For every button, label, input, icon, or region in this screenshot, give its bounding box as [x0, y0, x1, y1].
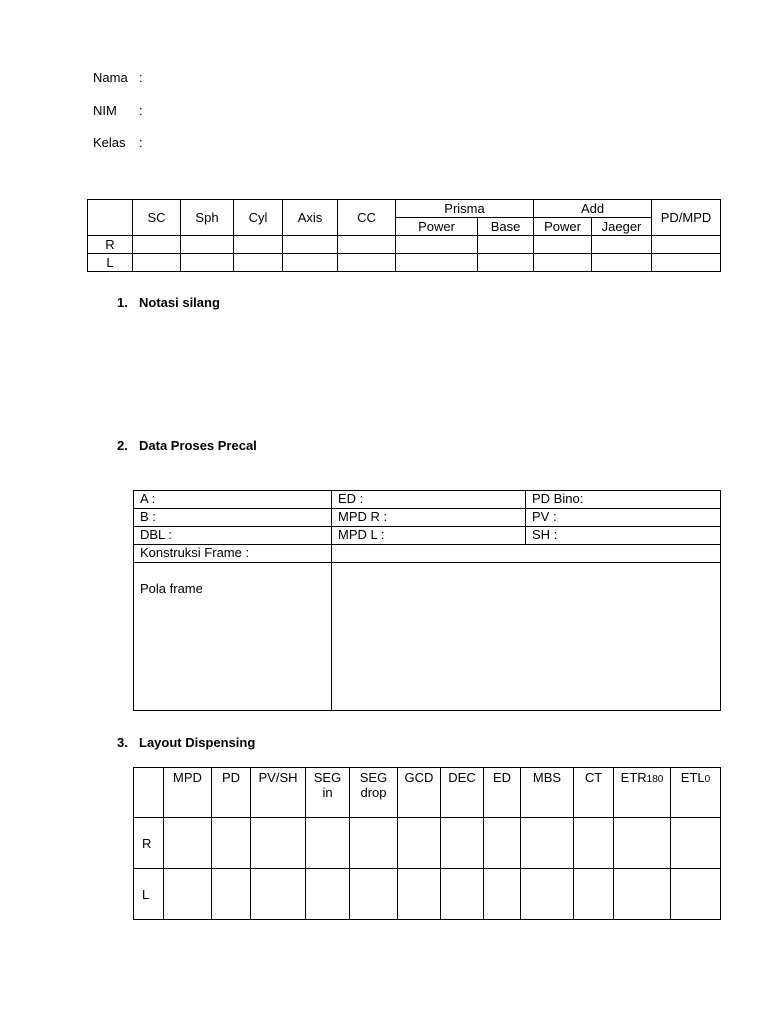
rx-header-blank: [88, 200, 133, 236]
layout-cell[interactable]: [484, 869, 521, 920]
rx-cell[interactable]: [133, 254, 181, 272]
rx-cell[interactable]: [234, 254, 283, 272]
layout-cell[interactable]: [306, 818, 350, 869]
layout-cell[interactable]: [398, 818, 441, 869]
layout-col-seg-in: [306, 768, 350, 818]
layout-row-r: [134, 818, 721, 869]
layout-header-blank: [134, 768, 164, 818]
section-2-title: Data Proses Precal: [139, 438, 257, 453]
rx-cell[interactable]: [592, 236, 652, 254]
rx-row-r-label: R: [88, 236, 133, 254]
layout-cell[interactable]: [671, 869, 721, 920]
section-3-number: 3.: [117, 735, 128, 750]
precal-konstruksi-frame[interactable]: Konstruksi Frame :: [134, 545, 332, 563]
rx-col-sc: SC: [133, 200, 181, 236]
prescription-table: [87, 199, 721, 272]
rx-cell[interactable]: [181, 254, 234, 272]
layout-cell[interactable]: [521, 869, 574, 920]
layout-cell[interactable]: [441, 818, 484, 869]
layout-col-mbs: MBS: [521, 768, 574, 818]
layout-cell[interactable]: [306, 869, 350, 920]
seg-in-line2: in: [322, 785, 333, 800]
section-1-number: 1.: [117, 295, 128, 310]
precal-ed[interactable]: ED :: [332, 491, 526, 509]
layout-cell[interactable]: [212, 869, 251, 920]
nim-colon: :: [139, 103, 143, 118]
rx-row-l: [88, 254, 721, 272]
rx-col-add: Add: [534, 200, 652, 218]
rx-cell[interactable]: [534, 236, 592, 254]
rx-cell[interactable]: [478, 254, 534, 272]
rx-cell[interactable]: [338, 254, 396, 272]
rx-cell[interactable]: [534, 254, 592, 272]
kelas-label: Kelas: [93, 135, 126, 150]
precal-table: [133, 490, 721, 711]
rx-col-cyl: Cyl: [234, 200, 283, 236]
layout-cell[interactable]: [614, 869, 671, 920]
section-3-heading: [117, 735, 255, 750]
kelas-colon: :: [139, 135, 143, 150]
precal-mpd-r[interactable]: MPD R :: [332, 509, 526, 527]
layout-cell[interactable]: [212, 818, 251, 869]
layout-cell[interactable]: [441, 869, 484, 920]
layout-col-pvsh: PV/SH: [251, 768, 306, 818]
etr-label: ETR: [620, 770, 647, 785]
layout-cell[interactable]: [484, 818, 521, 869]
rx-cell[interactable]: [478, 236, 534, 254]
layout-cell[interactable]: [521, 818, 574, 869]
precal-dbl[interactable]: DBL :: [134, 527, 332, 545]
rx-cell[interactable]: [283, 236, 338, 254]
seg-in-line1: SEG: [313, 770, 342, 785]
precal-pola-frame[interactable]: Pola frame: [134, 563, 332, 711]
layout-cell[interactable]: [251, 818, 306, 869]
section-2-heading: [117, 438, 257, 453]
rx-row-r: [88, 236, 721, 254]
layout-cell[interactable]: [574, 818, 614, 869]
layout-col-gcd: GCD: [398, 768, 441, 818]
rx-row-l-label: L: [88, 254, 133, 272]
rx-col-pdmpd: PD/MPD: [652, 200, 721, 236]
section-1-heading: [117, 295, 220, 310]
rx-cell[interactable]: [652, 236, 721, 254]
precal-konstruksi-value[interactable]: [332, 545, 721, 563]
rx-cell[interactable]: [652, 254, 721, 272]
rx-cell[interactable]: [283, 254, 338, 272]
precal-mpd-l[interactable]: MPD L :: [332, 527, 526, 545]
layout-col-etl: [671, 768, 721, 818]
precal-pv[interactable]: PV :: [526, 509, 721, 527]
rx-cell[interactable]: [396, 236, 478, 254]
rx-col-add-power: Power: [534, 218, 592, 236]
seg-drop-line1: SEG: [359, 770, 388, 785]
etl-subscript: 0: [704, 774, 711, 785]
nama-colon: :: [139, 70, 143, 85]
rx-col-prisma-power: Power: [396, 218, 478, 236]
precal-sh[interactable]: SH :: [526, 527, 721, 545]
rx-cell[interactable]: [338, 236, 396, 254]
rx-cell[interactable]: [234, 236, 283, 254]
layout-cell[interactable]: [614, 818, 671, 869]
rx-col-cc: CC: [338, 200, 396, 236]
layout-col-seg-drop: [350, 768, 398, 818]
layout-col-etr: [614, 768, 671, 818]
section-1-title: Notasi silang: [139, 295, 220, 310]
rx-col-prisma: Prisma: [396, 200, 534, 218]
rx-col-sph: Sph: [181, 200, 234, 236]
layout-cell[interactable]: [164, 818, 212, 869]
section-2-number: 2.: [117, 438, 128, 453]
layout-cell[interactable]: [398, 869, 441, 920]
section-3-title: Layout Dispensing: [139, 735, 256, 750]
layout-cell[interactable]: [350, 869, 398, 920]
layout-col-ct: CT: [574, 768, 614, 818]
rx-col-prisma-base: Base: [478, 218, 534, 236]
layout-cell[interactable]: [350, 818, 398, 869]
rx-col-axis: Axis: [283, 200, 338, 236]
layout-cell[interactable]: [574, 869, 614, 920]
seg-drop-line2: drop: [360, 785, 387, 800]
layout-cell[interactable]: [671, 818, 721, 869]
precal-pd-bino[interactable]: PD Bino:: [526, 491, 721, 509]
layout-col-pd: PD: [212, 768, 251, 818]
layout-row-l-label: L: [134, 869, 164, 920]
rx-cell[interactable]: [133, 236, 181, 254]
layout-col-ed: ED: [484, 768, 521, 818]
rx-cell[interactable]: [181, 236, 234, 254]
rx-cell[interactable]: [592, 254, 652, 272]
layout-col-mpd: MPD: [164, 768, 212, 818]
layout-dispensing-table: [133, 767, 721, 920]
nim-label: NIM: [93, 103, 117, 118]
layout-col-dec: DEC: [441, 768, 484, 818]
precal-b[interactable]: B :: [134, 509, 332, 527]
precal-a[interactable]: A :: [134, 491, 332, 509]
rx-col-add-jaeger: Jaeger: [592, 218, 652, 236]
layout-row-r-label: R: [134, 818, 164, 869]
layout-row-l: [134, 869, 721, 920]
layout-cell[interactable]: [251, 869, 306, 920]
precal-pola-area[interactable]: [332, 563, 721, 711]
etl-label: ETL: [680, 770, 705, 785]
etr-subscript: 180: [646, 774, 664, 785]
layout-cell[interactable]: [164, 869, 212, 920]
rx-cell[interactable]: [396, 254, 478, 272]
nama-label: Nama: [93, 70, 128, 85]
